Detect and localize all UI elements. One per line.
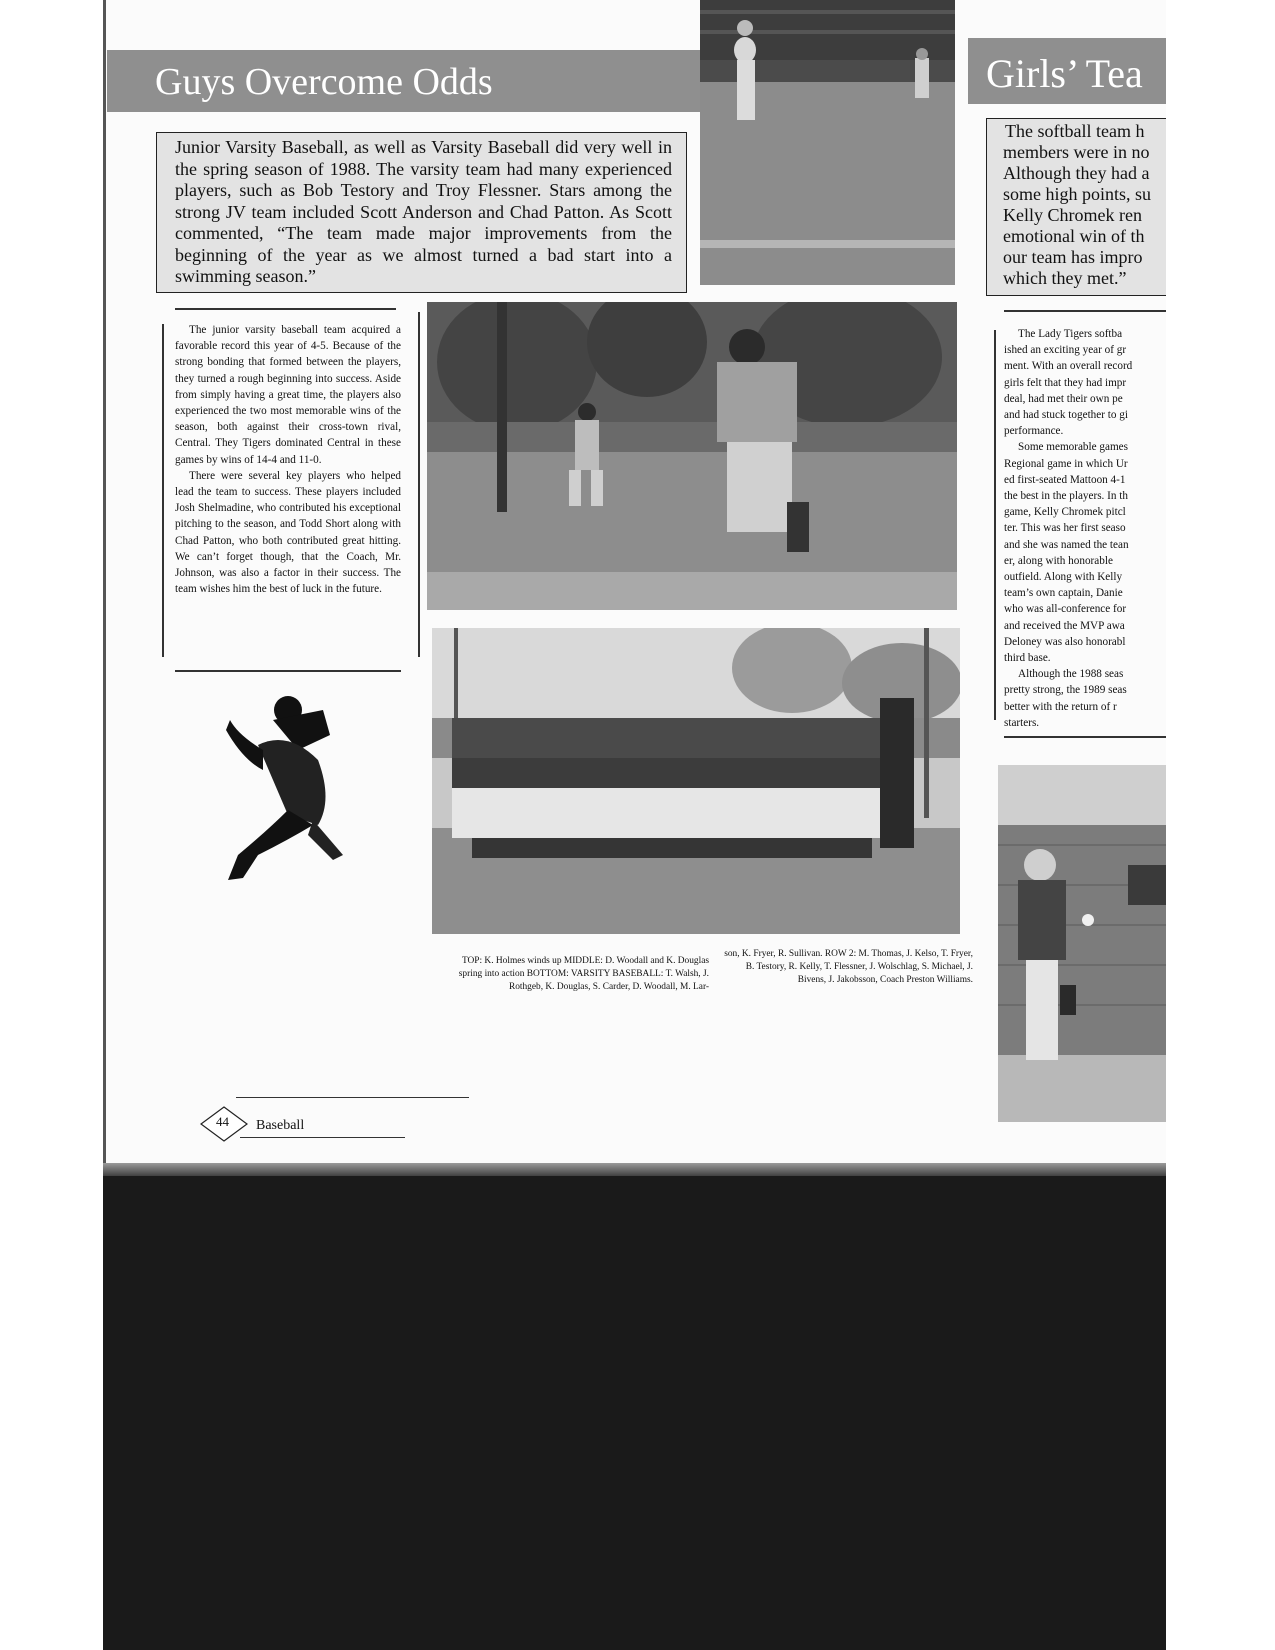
body-line: Deloney was also honorabl	[1004, 635, 1126, 648]
body-line: pretty strong, the 1989 seas	[1004, 684, 1127, 697]
right-column-bottom-rule	[1004, 736, 1166, 738]
body-line: and received the MVP awa	[1004, 619, 1125, 632]
right-pull-quote	[986, 118, 1166, 296]
body-line: who was all-conference for	[1004, 603, 1127, 616]
intro-pull-quote: Junior Varsity Baseball, as well as Varsity Baseball did very well in the spring season of 1988. The varsity team had many experienced players, such as Bob Testory and Troy Flessner. Stars among the strong JV team included Scott Anderson and Chad Patton. As Scott commented, “The team made major improvements from the beginning of the year as we almost turned a bad start into a swimming season.”	[156, 132, 687, 293]
body-line: starters.	[1004, 716, 1040, 729]
folio-top-rule	[236, 1097, 469, 1098]
pitcher-silhouette-graphic	[218, 690, 353, 885]
body-line: the best in the players. In th	[1004, 490, 1128, 503]
pull-line: our team has impro	[1003, 247, 1143, 267]
photo-base-runners	[427, 302, 957, 610]
pull-line: Although they had a	[1003, 163, 1150, 183]
body-line: ed first-seated Mattoon 4-1	[1004, 473, 1126, 486]
pull-line: Kelly Chromek ren	[1003, 205, 1142, 225]
column-right-rule	[418, 312, 420, 657]
body-line: third base.	[1004, 652, 1051, 665]
section-label: Baseball	[256, 1118, 305, 1133]
body-line: er, along with honorable	[1004, 554, 1113, 567]
right-column-top-rule	[1004, 310, 1166, 312]
body-line: deal, had met their own pe	[1004, 392, 1123, 405]
page-edge	[103, 0, 106, 1176]
photo-catcher	[998, 765, 1166, 1122]
body-line: better with the return of r	[1004, 700, 1117, 713]
body-line: ter. This was her first seaso	[1004, 522, 1126, 535]
headline: Guys Overcome Odds	[155, 61, 493, 103]
right-headline: Girls’ Tea	[986, 51, 1143, 96]
scan-background	[103, 1176, 1166, 1650]
right-column-left-rule	[994, 330, 996, 720]
body-line: girls felt that they had impr	[1004, 376, 1127, 389]
body-line: Although the 1988 seas	[1018, 668, 1124, 681]
body-line: and she was named the tean	[1004, 538, 1129, 551]
body-paragraph: The junior varsity baseball team acquired a favorable record this year of 4-5. Because of the strong bonding that formed between the players, they turned a rough beginning into success. Aside from simply having a great time, the players also experienced the two most memorable wins of the season, both against their cross-town rival, Central. They Tigers dominated Central in these games by wins of 14-4 and 11-0.	[175, 324, 401, 466]
body-line: The Lady Tigers softba	[1018, 328, 1123, 340]
body-paragraph: There were several key players who helped lead the team to success. These players included Josh Shelmadine, who contributed his exceptional pitching to the season, and Todd Short along with Chad Patton, who both contributed great hitting. We can’t forget though, that the Coach, Mr. Johnson, was also a factor in their success. The team wishes him the best of luck in the future.	[175, 469, 401, 596]
pull-line: some high points, su	[1003, 184, 1152, 204]
page-number: 44	[216, 1114, 229, 1129]
pull-line: The softball team h	[1005, 121, 1145, 141]
binding-edge	[103, 1163, 1166, 1177]
jv-story-column	[175, 322, 401, 662]
right-body-column	[1004, 326, 1166, 732]
photo-varsity-team	[432, 628, 960, 934]
column-bottom-rule	[175, 670, 401, 672]
body-line: game, Kelly Chromek pitcl	[1004, 506, 1126, 519]
photo-caption-left: TOP: K. Holmes winds up MIDDLE: D. Woodall and K. Douglas spring into action BOTTOM: VARSITY BASEBALL: T. Walsh, J. Rothgeb, K. Douglas, S. Carder, D. Woodall, M. Lar-	[458, 956, 709, 992]
photo-pitcher-windup	[700, 0, 955, 285]
body-line: ment. With an overall record	[1004, 360, 1133, 373]
body-line: Regional game in which Ur	[1004, 457, 1128, 470]
body-line: performance.	[1004, 425, 1064, 438]
folio-bottom-rule	[240, 1137, 405, 1138]
column-top-rule	[175, 308, 396, 310]
body-line: team’s own captain, Danie	[1004, 587, 1123, 600]
pull-line: members were in no	[1003, 142, 1150, 162]
pull-line: which they met.”	[1003, 268, 1127, 288]
headline-banner	[107, 50, 700, 112]
body-line: outfield. Along with Kelly	[1004, 571, 1123, 584]
body-line: and had stuck together to gi	[1004, 409, 1128, 422]
photo-caption-right: son, K. Fryer, R. Sullivan. ROW 2: M. Thomas, J. Kelso, T. Fryer, B. Testory, R. Kelly, T. Flessner, J. Wolschlag, S. Michael, J. Bivens, J. Jakobsson, Coach Preston Williams.	[724, 949, 973, 985]
body-line: Some memorable games	[1018, 441, 1128, 454]
column-left-rule	[162, 324, 164, 657]
right-headline-banner	[968, 38, 1166, 104]
pull-line: emotional win of th	[1003, 226, 1145, 246]
body-line: ished an exciting year of gr	[1004, 344, 1127, 357]
